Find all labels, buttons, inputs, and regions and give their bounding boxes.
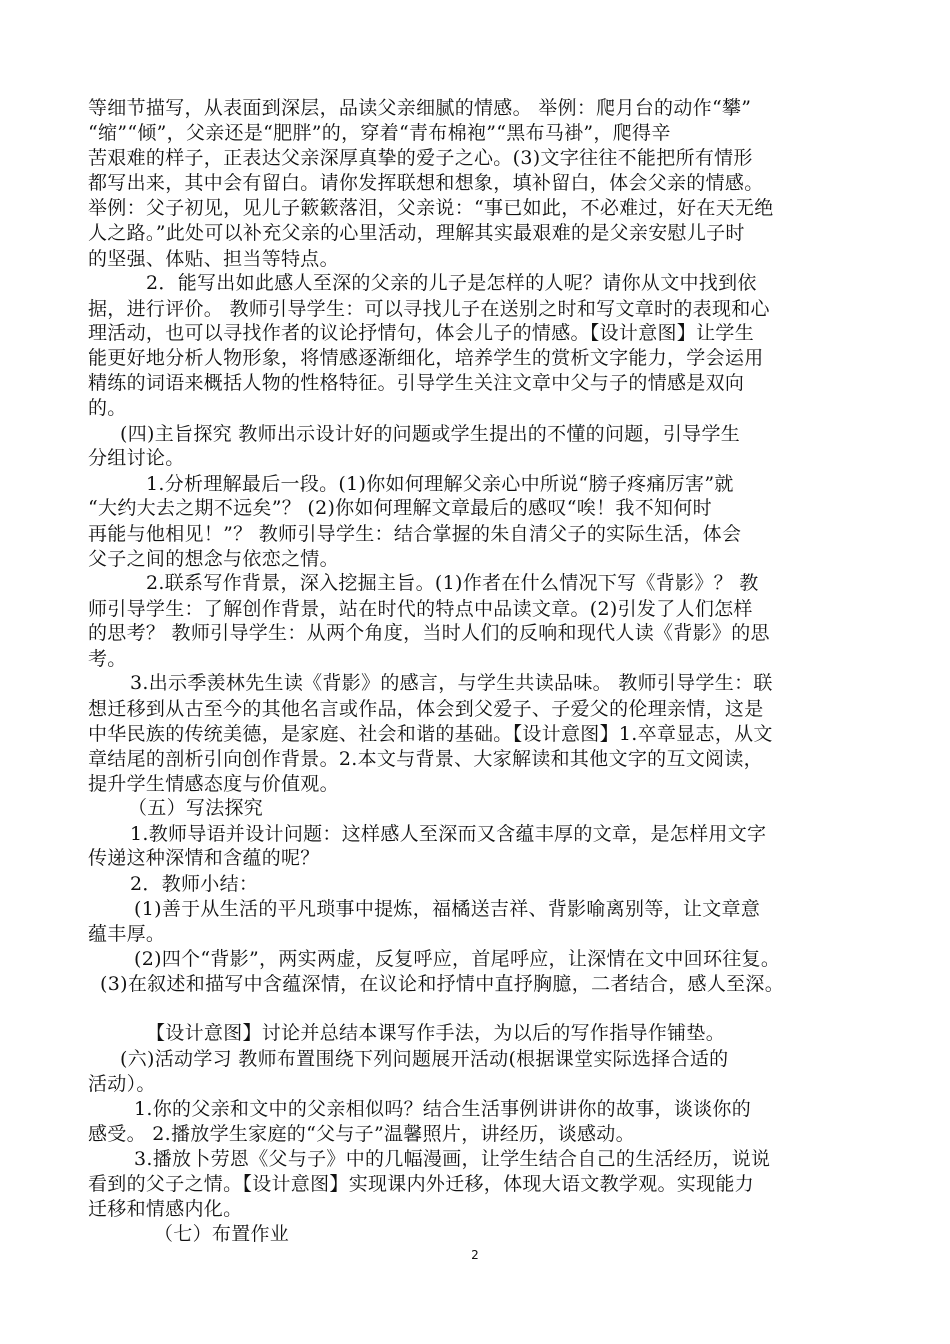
text-line: 考。 [88, 647, 127, 670]
text-line: “大约大去之期不远矣”？ (2)你如何理解文章最后的感叹“唉！我不知何时 [88, 497, 712, 520]
text-line: “缩”“倾”，父亲还是“肥胖”的，穿着“青布棉袍”“黑布马褂”，爬得辛 [88, 122, 671, 145]
text-line: 能更好地分析人物形象，将情感逐渐细化，培养学生的赏析文字能力，学会运用 [88, 347, 764, 370]
text-line: (3)在叙述和描写中含蕴深情，在议论和抒情中直抒胸臆，二者结合，感人至深。 [100, 972, 785, 995]
section-heading: （五）写法探究 [128, 797, 264, 820]
text-line: 中华民族的传统美德，是家庭、社会和谐的基础。【设计意图】1.卒章显志，从文 [88, 723, 773, 746]
text-line: 活动）。 [88, 1073, 156, 1096]
text-line: 传递这种深情和含蕴的呢？ [88, 847, 320, 870]
text-line: 2．教师小结： [130, 872, 259, 895]
text-line: 1.教师导语并设计问题：这样感人至深而又含蕴丰厚的文章，是怎样用文字 [130, 822, 767, 845]
text-line: 再能与他相见！”？ 教师引导学生：结合掌握的朱自清父子的实际生活，体会 [88, 522, 742, 545]
text-line: 的坚强、体贴、担当等特点。 [88, 247, 339, 270]
text-line: 【设计意图】讨论并总结本课写作手法，为以后的写作指导作铺垫。 [146, 1022, 726, 1045]
text-line: 2．能写出如此感人至深的父亲的儿子是怎样的人呢？请你从文中找到依 [146, 272, 757, 295]
text-line: (1)善于从生活的平凡琐事中提炼，福橘送吉祥、背影喻离别等，让文章意 [134, 898, 761, 921]
text-line: 3.出示季羡林先生读《背影》的感言，与学生共读品味。 教师引导学生：联 [130, 672, 773, 695]
text-line: 1.你的父亲和文中的父亲相似吗？结合生活事例讲讲你的故事，谈谈你的 [134, 1097, 752, 1120]
text-line: (2)四个“背影”，两实两虚，反复呼应，首尾呼应，让深情在文中回环往复。 [134, 948, 781, 971]
text-line: 师引导学生：了解创作背景，站在时代的特点中品读文章。(2)引发了人们怎样 [88, 597, 753, 620]
text-line: 感受。 2.播放学生家庭的“父与子”温馨照片，讲经历，谈感动。 [88, 1123, 635, 1146]
text-line: 举例：父子初见，见儿子簌簌落泪，父亲说：“事已如此，不必难过，好在天无绝 [88, 196, 774, 219]
text-line: 的思考？ 教师引导学生：从两个角度，当时人们的反响和现代人读《背影》的思 [88, 622, 770, 645]
text-line: 迁移和情感内化。 [88, 1197, 243, 1220]
text-line: 蕴丰厚。 [88, 922, 166, 945]
section-heading: (四)主旨探究 教师出示设计好的问题或学生提出的不懂的问题，引导学生 [120, 422, 741, 445]
text-line: 人之路。”此处可以补充父亲的心里活动，理解其实最艰难的是父亲安慰儿子时 [88, 222, 745, 245]
text-line: 章结尾的剖析引向创作背景。2.本文与背景、大家解读和其他文字的互文阅读， [88, 747, 763, 770]
text-line: 1.分析理解最后一段。(1)你如何理解父亲心中所说“膀子疼痛厉害”就 [146, 472, 734, 495]
section-heading: （七）布置作业 [154, 1223, 290, 1245]
text-line: 理活动，也可以寻找作者的议论抒情句，体会儿子的情感。【设计意图】让学生 [88, 322, 755, 345]
text-line: 等细节描写，从表面到深层，品读父亲细腻的情感。 举例：爬月台的动作“攀” [88, 97, 752, 119]
text-line: 父子之间的想念与依恋之情。 [88, 547, 339, 570]
text-line: 分组讨论。 [88, 447, 185, 470]
text-line: 看到的父子之情。【设计意图】实现课内外迁移，体现大语文教学观。实现能力 [88, 1173, 755, 1196]
text-line: 提升学生情感态度与价值观。 [88, 772, 339, 795]
text-line: 苦艰难的样子，正表达父亲深厚真挚的爱子之心。(3)文字往往不能把所有情形 [88, 146, 753, 169]
section-heading: (六)活动学习 教师布置围绕下列问题展开活动(根据课堂实际选择合适的 [120, 1047, 729, 1070]
text-line: 的。 [88, 397, 127, 420]
text-line: 2.联系写作背景，深入挖掘主旨。(1)作者在什么情况下写《背影》？ 教 [146, 572, 759, 595]
page-number: 2 [471, 1248, 479, 1262]
text-line: 都写出来，其中会有留白。请你发挥联想和想象，填补留白，体会父亲的情感。 [88, 172, 764, 195]
text-line: 据，进行评价。 教师引导学生：可以寻找儿子在送别之时和写文章时的表现和心 [88, 297, 770, 320]
text-line: 精练的词语来概括人物的性格特征。引导学生关注文章中父与子的情感是双向 [88, 371, 745, 394]
text-line: 想迁移到从古至今的其他名言或作品，体会到父爱子、子爱父的伦理亲情，这是 [88, 697, 764, 720]
text-line: 3.播放卜劳恩《父与子》中的几幅漫画，让学生结合自己的生活经历，说说 [134, 1147, 771, 1170]
